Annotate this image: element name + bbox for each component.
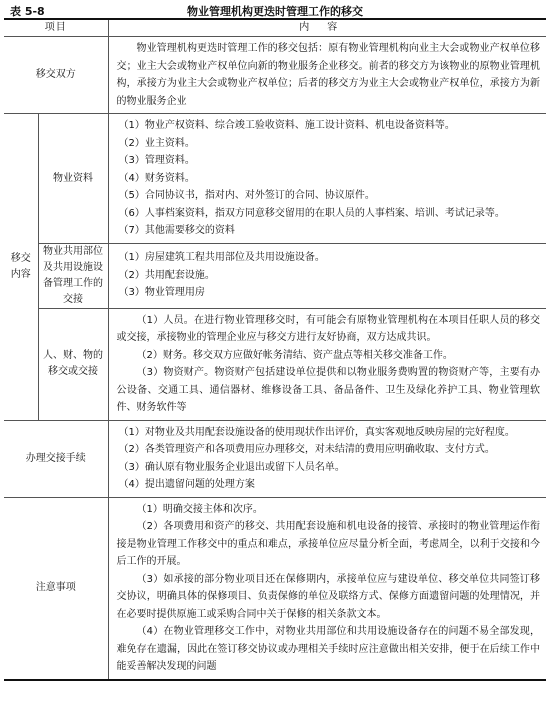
section-label-facilities: 物业共用部位及共用设施设备管理工作的交接 [38, 243, 108, 308]
row-people-finance-goods [4, 308, 546, 420]
header-item: 项目 [4, 19, 108, 37]
note-paragraph: （2）各项费用和资产的移交、共用配套设施和机电设备的接管、承接时的物业管理运作衔接是物业管理工作移交中的重点和难点，承接单位应尽量分析全面，考虑周全，以利于交接和今后工作的开展。 [116, 521, 540, 567]
list-item: （1）对物业及共用配套设施设备的使用现状作出评价，真实客观地反映房屋的完好程度。 [118, 426, 515, 438]
row-property-docs [4, 114, 546, 244]
row-notes [4, 497, 546, 680]
list-item: （7）其他需要移交的资料 [118, 225, 235, 236]
note-paragraph: （1）明确交接主体和次序。 [136, 503, 263, 515]
header-row [4, 19, 546, 37]
parties-label: 移交双方 [4, 37, 108, 114]
list-item: （4）提出遗留问题的处理方案 [118, 479, 255, 490]
list-item: （3）物业管理用房 [118, 287, 205, 299]
content-group-label-1: 移交 [10, 252, 31, 264]
table-number: 表 5-8 [10, 5, 45, 18]
list-item: （1）物业产权资料、综合竣工验收资料、施工设计资料、机电设备资料等。 [118, 120, 455, 131]
list-item: （6）人事档案资料，指双方同意移交留用的在职人员的人事档案、培训、考试记录等。 [118, 207, 505, 219]
content-group-label-2: 内容 [10, 268, 31, 280]
section-label-people: 人、财、物的移交或交接 [38, 308, 108, 420]
section-items-docs [108, 114, 546, 244]
list-item: （5）合同协议书，指对内、对外签订的合同、协议原件。 [118, 190, 375, 201]
table-caption [4, 2, 546, 18]
row-procedures [4, 420, 546, 497]
list-item: （2）业主资料。 [118, 137, 195, 149]
row-common-facilities [4, 243, 546, 308]
note-paragraph: （4）在物业管理移交工作中，对物业共用部位和共用设施设备存在的问题不易全部发现，难免存在遗漏，因此在签订移交协议或办理相关手续时应注意做出相关安排，便于在后续工作中能妥善解决发现的问题 [116, 626, 540, 672]
row-parties [4, 37, 546, 114]
handover-table [4, 18, 546, 681]
list-item: （1）人员。在进行物业管理移交时，有可能会有原物业管理机构在本项目任职人员的移交或交接，承接物业的管理企业应与移交方进行友好协商，双方达成共识。 [116, 314, 540, 343]
list-item: （3）物资财产。物资财产包括建设单位提供和以物业服务费购置的物资财产等，主要有办公设备、交通工具、通信器材、维修设备工具、备品备件、卫生及绿化养护工具、物业管理软件、财务软件等 [116, 367, 540, 413]
list-item: （1）房屋建筑工程共用部位及共用设施设备。 [118, 252, 325, 264]
notes-label: 注意事项 [4, 497, 108, 680]
procedures-label: 办理交接手续 [4, 420, 108, 497]
content-group-label [4, 114, 38, 421]
parties-text: 物业管理机构更迭时管理工作的移交包括：原有物业管理机构向业主大会或物业产权单位移交；业主大会或物业产权单位向新的物业服务企业移交。前者的移交方为该物业的原物业管理机构，承接方为业主大会或物业产权单位；后者的移交方为业主大会或物业产权单位，承接方为新的物业服务企业 [116, 43, 540, 107]
table-title: 物业管理机构更迭时管理工作的移交 [187, 5, 363, 18]
list-item: （4）财务资料。 [118, 172, 195, 184]
section-label-docs: 物业资料 [38, 114, 108, 244]
section-items-facilities [108, 243, 546, 308]
parties-content [108, 37, 546, 114]
section-items-people [108, 308, 546, 420]
header-content: 内容 [108, 19, 546, 37]
list-item: （2）共用配套设施。 [118, 269, 215, 281]
list-item: （2）各类管理资产和各项费用应办理移交，对未结清的费用应明确收取、支付方式。 [118, 444, 495, 455]
notes-content [108, 497, 546, 680]
procedures-content [108, 420, 546, 497]
list-item: （2）财务。移交双方应做好帐务清结、资产盘点等相关移交准备工作。 [136, 349, 453, 361]
list-item: （3）确认原有物业服务企业退出或留下人员名单。 [118, 461, 345, 473]
note-paragraph: （3）如承接的部分物业项目还在保修期内，承接单位应与建设单位、移交单位共同签订移交协议，明确具体的保修项目、负责保修的单位及联络方式、保修方面遗留问题的处理情况，并在必要时提供原施工或采购合同中关于保修的相关条款文本。 [116, 573, 540, 620]
list-item: （3）管理资料。 [118, 155, 195, 166]
